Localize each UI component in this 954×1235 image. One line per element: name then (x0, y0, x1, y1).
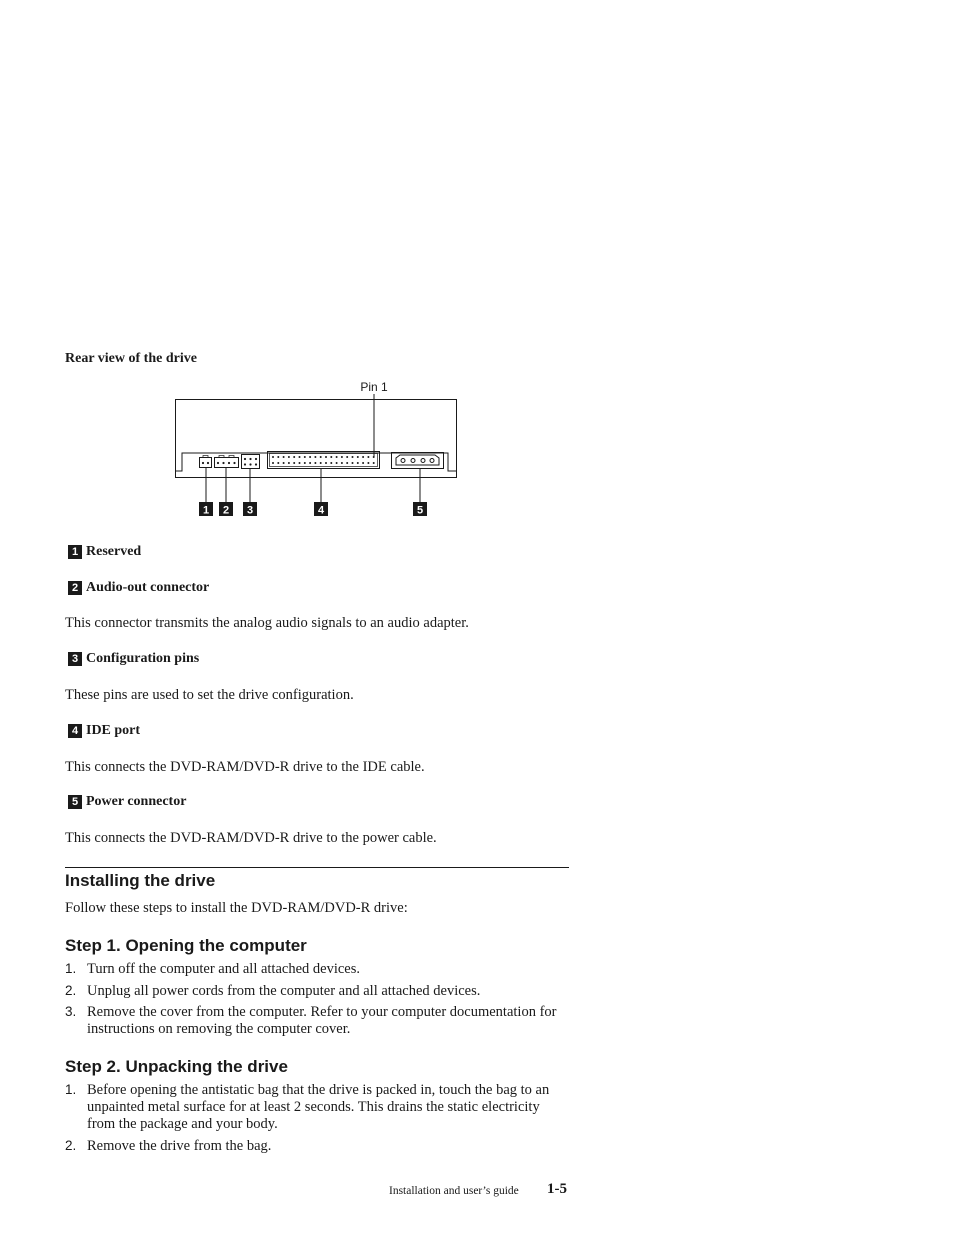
legend-description: This connector transmits the analog audio signals to an audio adapter. (65, 615, 469, 631)
list-item: 1. Before opening the antistatic bag that the drive is packed in, touch the bag to an unpainted metal surface for at least 2 seconds. This drains the static electricity from the package and your body. (65, 1082, 550, 1132)
callout-badge: 1 (68, 545, 82, 559)
legend-item-configuration-pins (68, 651, 199, 667)
drive-body (176, 400, 457, 478)
legend-description: This connects the DVD-RAM/DVD-R drive to the IDE cable. (65, 759, 425, 775)
legend-term: Power connector (86, 794, 187, 809)
callout-badge: 2 (68, 581, 82, 595)
list-item: 3. Remove the cover from the computer. Refer to your computer documentation for instructions on removing the computer cover. (65, 1004, 557, 1037)
list-item: 1. Turn off the computer and all attached devices. (65, 961, 361, 977)
power-connector (392, 453, 444, 469)
legend-item-reserved (68, 544, 141, 560)
callout-3 (243, 502, 257, 517)
section-intro: Follow these steps to install the DVD-RAM/DVD-R drive: (65, 900, 408, 916)
legend-item-ide-port (68, 723, 140, 739)
callout-1 (199, 502, 213, 517)
svg-text:3: 3 (246, 504, 254, 517)
list-item: 2. Unplug all power cords from the computer and all attached devices. (65, 983, 481, 999)
drive-rear-view-diagram (150, 375, 480, 520)
callout-badge: 5 (68, 795, 82, 809)
configuration-pins (242, 455, 260, 469)
ide-port (268, 452, 380, 469)
reserved-connector (200, 456, 212, 468)
section-divider (65, 867, 569, 868)
legend-item-audio-out (68, 580, 209, 596)
footer-label: Installation and user’s guide (389, 1185, 519, 1197)
legend-term: Reserved (86, 544, 142, 559)
legend-description: This connects the DVD-RAM/DVD-R drive to the power cable. (65, 830, 437, 846)
section-heading: Installing the drive (65, 871, 216, 890)
step-1-heading: Step 1. Opening the computer (65, 936, 307, 955)
list-item: 2. Remove the drive from the bag. (65, 1138, 272, 1154)
pin-1-label: Pin 1 (360, 380, 388, 394)
audio-out-connector (215, 456, 239, 468)
legend-item-power-connector (68, 794, 186, 810)
callout-badge: 4 (68, 724, 82, 738)
legend-description: These pins are used to set the drive configuration. (65, 687, 354, 703)
figure-title: Rear view of the drive (65, 351, 197, 366)
legend-term: IDE port (86, 723, 141, 738)
step-2-heading: Step 2. Unpacking the drive (65, 1057, 288, 1076)
legend-term: Audio-out connector (86, 580, 210, 595)
callout-2 (219, 502, 233, 517)
callout-5 (413, 502, 427, 517)
callout-4 (314, 502, 328, 517)
svg-text:1: 1 (202, 504, 210, 517)
page-number: 1-5 (547, 1181, 567, 1197)
svg-text:4: 4 (317, 504, 325, 517)
svg-text:2: 2 (222, 504, 230, 517)
legend-term: Configuration pins (86, 651, 200, 666)
svg-text:5: 5 (416, 504, 424, 517)
callout-badge: 3 (68, 652, 82, 666)
